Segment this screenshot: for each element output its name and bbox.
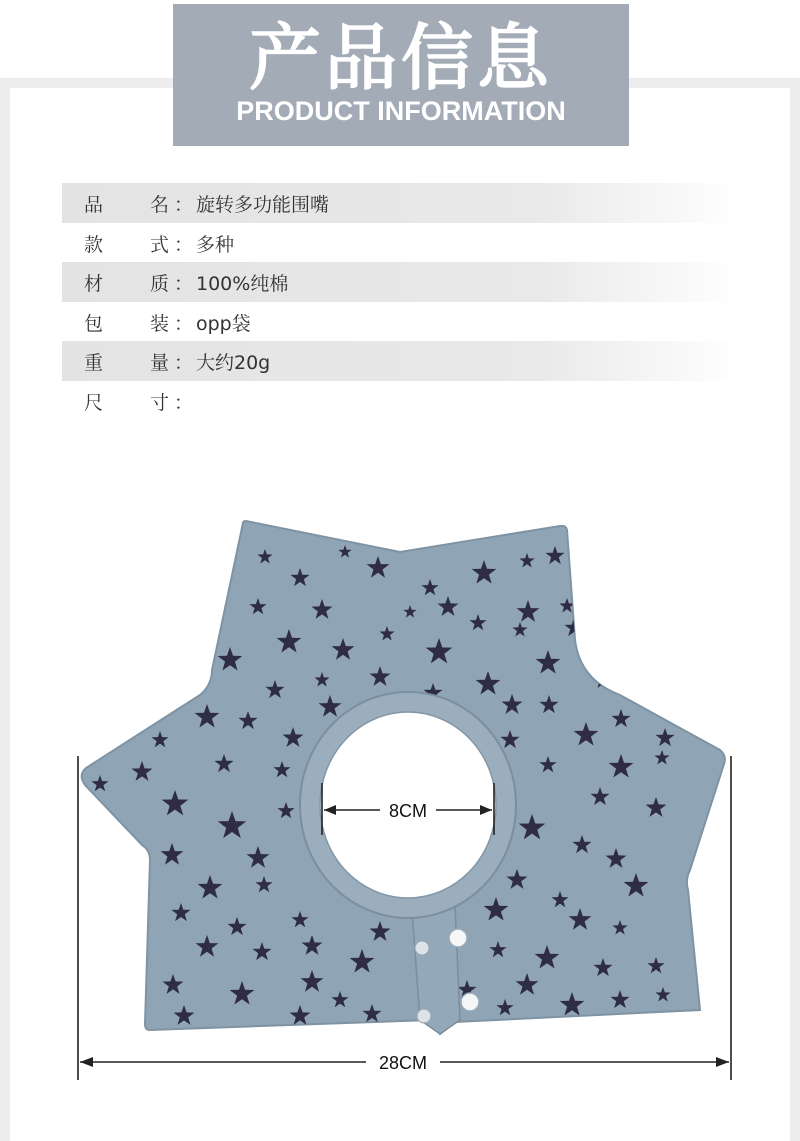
page-subtitle: PRODUCT INFORMATION (236, 96, 566, 126)
snap-button (449, 929, 467, 947)
bib-illustration (64, 446, 738, 1129)
spec-row-packaging (62, 302, 740, 342)
spec-colon: ： (174, 312, 194, 335)
spec-colon: ： (174, 193, 194, 216)
spec-value: 大约20g (196, 351, 271, 374)
spec-row-name (62, 183, 740, 223)
spec-key-char2: 式 (150, 233, 170, 256)
width-dimension-label: 28CM (378, 1053, 428, 1073)
neck-dimension-label: 8CM (388, 801, 428, 821)
spec-key-char2: 质 (150, 272, 170, 295)
spec-row-material (62, 262, 740, 302)
snap-button (417, 1009, 431, 1023)
spec-key-char2: 量 (150, 351, 170, 374)
spec-key-char1: 品 (84, 193, 104, 216)
spec-key-char1: 重 (84, 351, 104, 374)
spec-key-char2: 寸 (150, 391, 170, 414)
product-photo-area (64, 446, 738, 1129)
spec-row-style (62, 223, 740, 263)
spec-key-char2: 装 (150, 312, 170, 335)
spec-key-char1: 款 (84, 233, 104, 256)
spec-colon: ： (174, 233, 194, 256)
spec-row-size (62, 381, 740, 421)
spec-value: 多种 (196, 233, 235, 256)
spec-key-char1: 材 (84, 272, 104, 295)
snap-button (415, 941, 429, 955)
page-title: 产品信息 (248, 16, 553, 100)
spec-value: 旋转多功能围嘴 (196, 193, 330, 216)
spec-key-char1: 包 (84, 312, 104, 335)
spec-row-weight (62, 341, 740, 381)
spec-colon: ： (174, 391, 194, 414)
arrow-left-icon (80, 1057, 93, 1067)
arrow-right-icon (716, 1057, 729, 1067)
header-banner (173, 4, 629, 146)
spec-value: opp袋 (196, 312, 251, 335)
spec-colon: ： (174, 272, 194, 295)
spec-key-char2: 名 (150, 193, 170, 216)
snap-button (461, 993, 479, 1011)
spec-key-char1: 尺 (84, 391, 104, 414)
spec-colon: ： (174, 351, 194, 374)
spec-value: 100%纯棉 (196, 272, 289, 295)
